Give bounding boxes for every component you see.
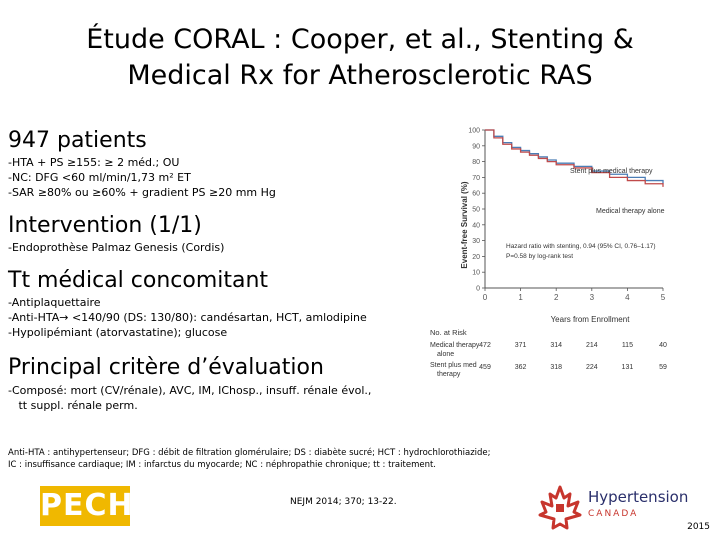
x-tick-label: 0 bbox=[482, 293, 488, 302]
reference: NEJM 2014; 370; 13-22. bbox=[290, 497, 397, 507]
y-tick-label: 0 bbox=[476, 285, 480, 293]
chart-series bbox=[485, 130, 663, 187]
y-tick-label: 100 bbox=[468, 127, 480, 135]
section-heading-patients: 947 patients bbox=[8, 128, 147, 153]
annotation-p: P=0.58 by log-rank test bbox=[506, 253, 574, 260]
y-tick-label: 10 bbox=[472, 269, 480, 277]
footnote-line: Anti-HTA : antihypertenseur; DFG : débit de filtration glomérulaire; DS : diabète sucré; HCT : hydrochlorothiazide; bbox=[8, 448, 491, 458]
x-tick-label: 2 bbox=[553, 293, 559, 302]
x-tick-label: 1 bbox=[518, 293, 523, 302]
y-tick-label: 70 bbox=[472, 174, 480, 182]
section-line: -NC: DFG <60 ml/min/1,73 m² ET bbox=[8, 171, 191, 184]
section-line: -SAR ≥80% ou ≥60% + gradient PS ≥20 mm Hg bbox=[8, 186, 276, 199]
maple-leaf-icon bbox=[536, 484, 584, 532]
risk-header: No. at Risk bbox=[430, 328, 467, 337]
risk-value: 59 bbox=[659, 364, 667, 371]
slide-title bbox=[40, 22, 680, 94]
series-line-1 bbox=[485, 130, 663, 187]
y-tick-label: 50 bbox=[472, 206, 480, 214]
y-tick-label: 90 bbox=[472, 143, 480, 151]
section-line: -Endoprothèse Palmaz Genesis (Cordis) bbox=[8, 241, 225, 254]
risk-row-label: Medical therapy bbox=[430, 342, 480, 349]
x-tick-label: 3 bbox=[589, 293, 595, 302]
risk-value: 214 bbox=[585, 342, 598, 349]
section-line: -Antiplaquettaire bbox=[8, 296, 101, 309]
risk-value: 40 bbox=[659, 342, 667, 349]
risk-value: 224 bbox=[585, 364, 598, 371]
y-tick-label: 30 bbox=[472, 238, 480, 246]
title-line-2: Medical Rx for Atherosclerotic RAS bbox=[127, 60, 593, 91]
section-line: -Composé: mort (CV/rénale), AVC, IM, IChosp., insuff. rénale évol., bbox=[8, 384, 372, 397]
x-axis-label: Years from Enrollment bbox=[550, 315, 630, 324]
title-line-1: Étude CORAL : Cooper, et al., Stenting & bbox=[86, 24, 634, 55]
y-tick-label: 40 bbox=[472, 222, 480, 230]
risk-value: 472 bbox=[479, 342, 491, 349]
risk-table bbox=[430, 328, 667, 378]
legend-medical: Medical therapy alone bbox=[596, 208, 665, 215]
series-line-0 bbox=[485, 130, 663, 184]
year: 2015 bbox=[687, 522, 710, 532]
annotation-hr: Hazard ratio with stenting, 0.94 (95% CI, 0.76–1.17) bbox=[506, 243, 656, 250]
hypertension-canada-wordmark: Hypertension bbox=[588, 488, 689, 506]
risk-value: 115 bbox=[621, 342, 633, 349]
y-tick-label: 80 bbox=[472, 159, 480, 167]
risk-value: 371 bbox=[514, 342, 527, 349]
legend-stent: Stent plus medical therapy bbox=[570, 168, 653, 175]
risk-value: 459 bbox=[479, 364, 491, 371]
section-heading-medical: Tt médical concomitant bbox=[8, 268, 269, 293]
x-tick-label: 4 bbox=[625, 293, 630, 302]
risk-row-label: therapy bbox=[437, 371, 461, 378]
risk-value: 318 bbox=[550, 364, 563, 371]
risk-row-label: alone bbox=[437, 351, 455, 358]
section-line: -HTA + PS ≥155: ≥ 2 méd.; OU bbox=[8, 156, 180, 169]
section-heading-intervention: Intervention (1/1) bbox=[8, 213, 202, 238]
canada-wordmark: CANADA bbox=[588, 509, 639, 519]
kaplan-meier-chart bbox=[420, 120, 715, 380]
section-line: -Hypolipémiant (atorvastatine); glucose bbox=[8, 326, 228, 339]
section-line: tt suppl. rénale perm. bbox=[8, 399, 138, 412]
risk-value: 131 bbox=[621, 364, 634, 371]
section-heading-endpoint: Principal critère d’évaluation bbox=[8, 355, 324, 380]
risk-value: 362 bbox=[514, 364, 527, 371]
pech-logo: PECH bbox=[40, 486, 130, 526]
y-tick-label: 20 bbox=[472, 253, 480, 261]
x-tick-label: 5 bbox=[660, 293, 666, 302]
y-tick-label: 60 bbox=[472, 190, 480, 198]
section-line: -Anti-HTA→ <140/90 (DS: 130/80): candésartan, HCT, amlodipine bbox=[8, 311, 367, 324]
footnote-line: IC : insuffisance cardiaque; IM : infarctus du myocarde; NC : néphropathie chronique; tt : traitement. bbox=[8, 460, 437, 470]
risk-value: 314 bbox=[550, 342, 563, 349]
risk-row-label: Stent plus med bbox=[430, 362, 477, 369]
y-axis-label: Event-free Survival (%) bbox=[460, 181, 469, 269]
